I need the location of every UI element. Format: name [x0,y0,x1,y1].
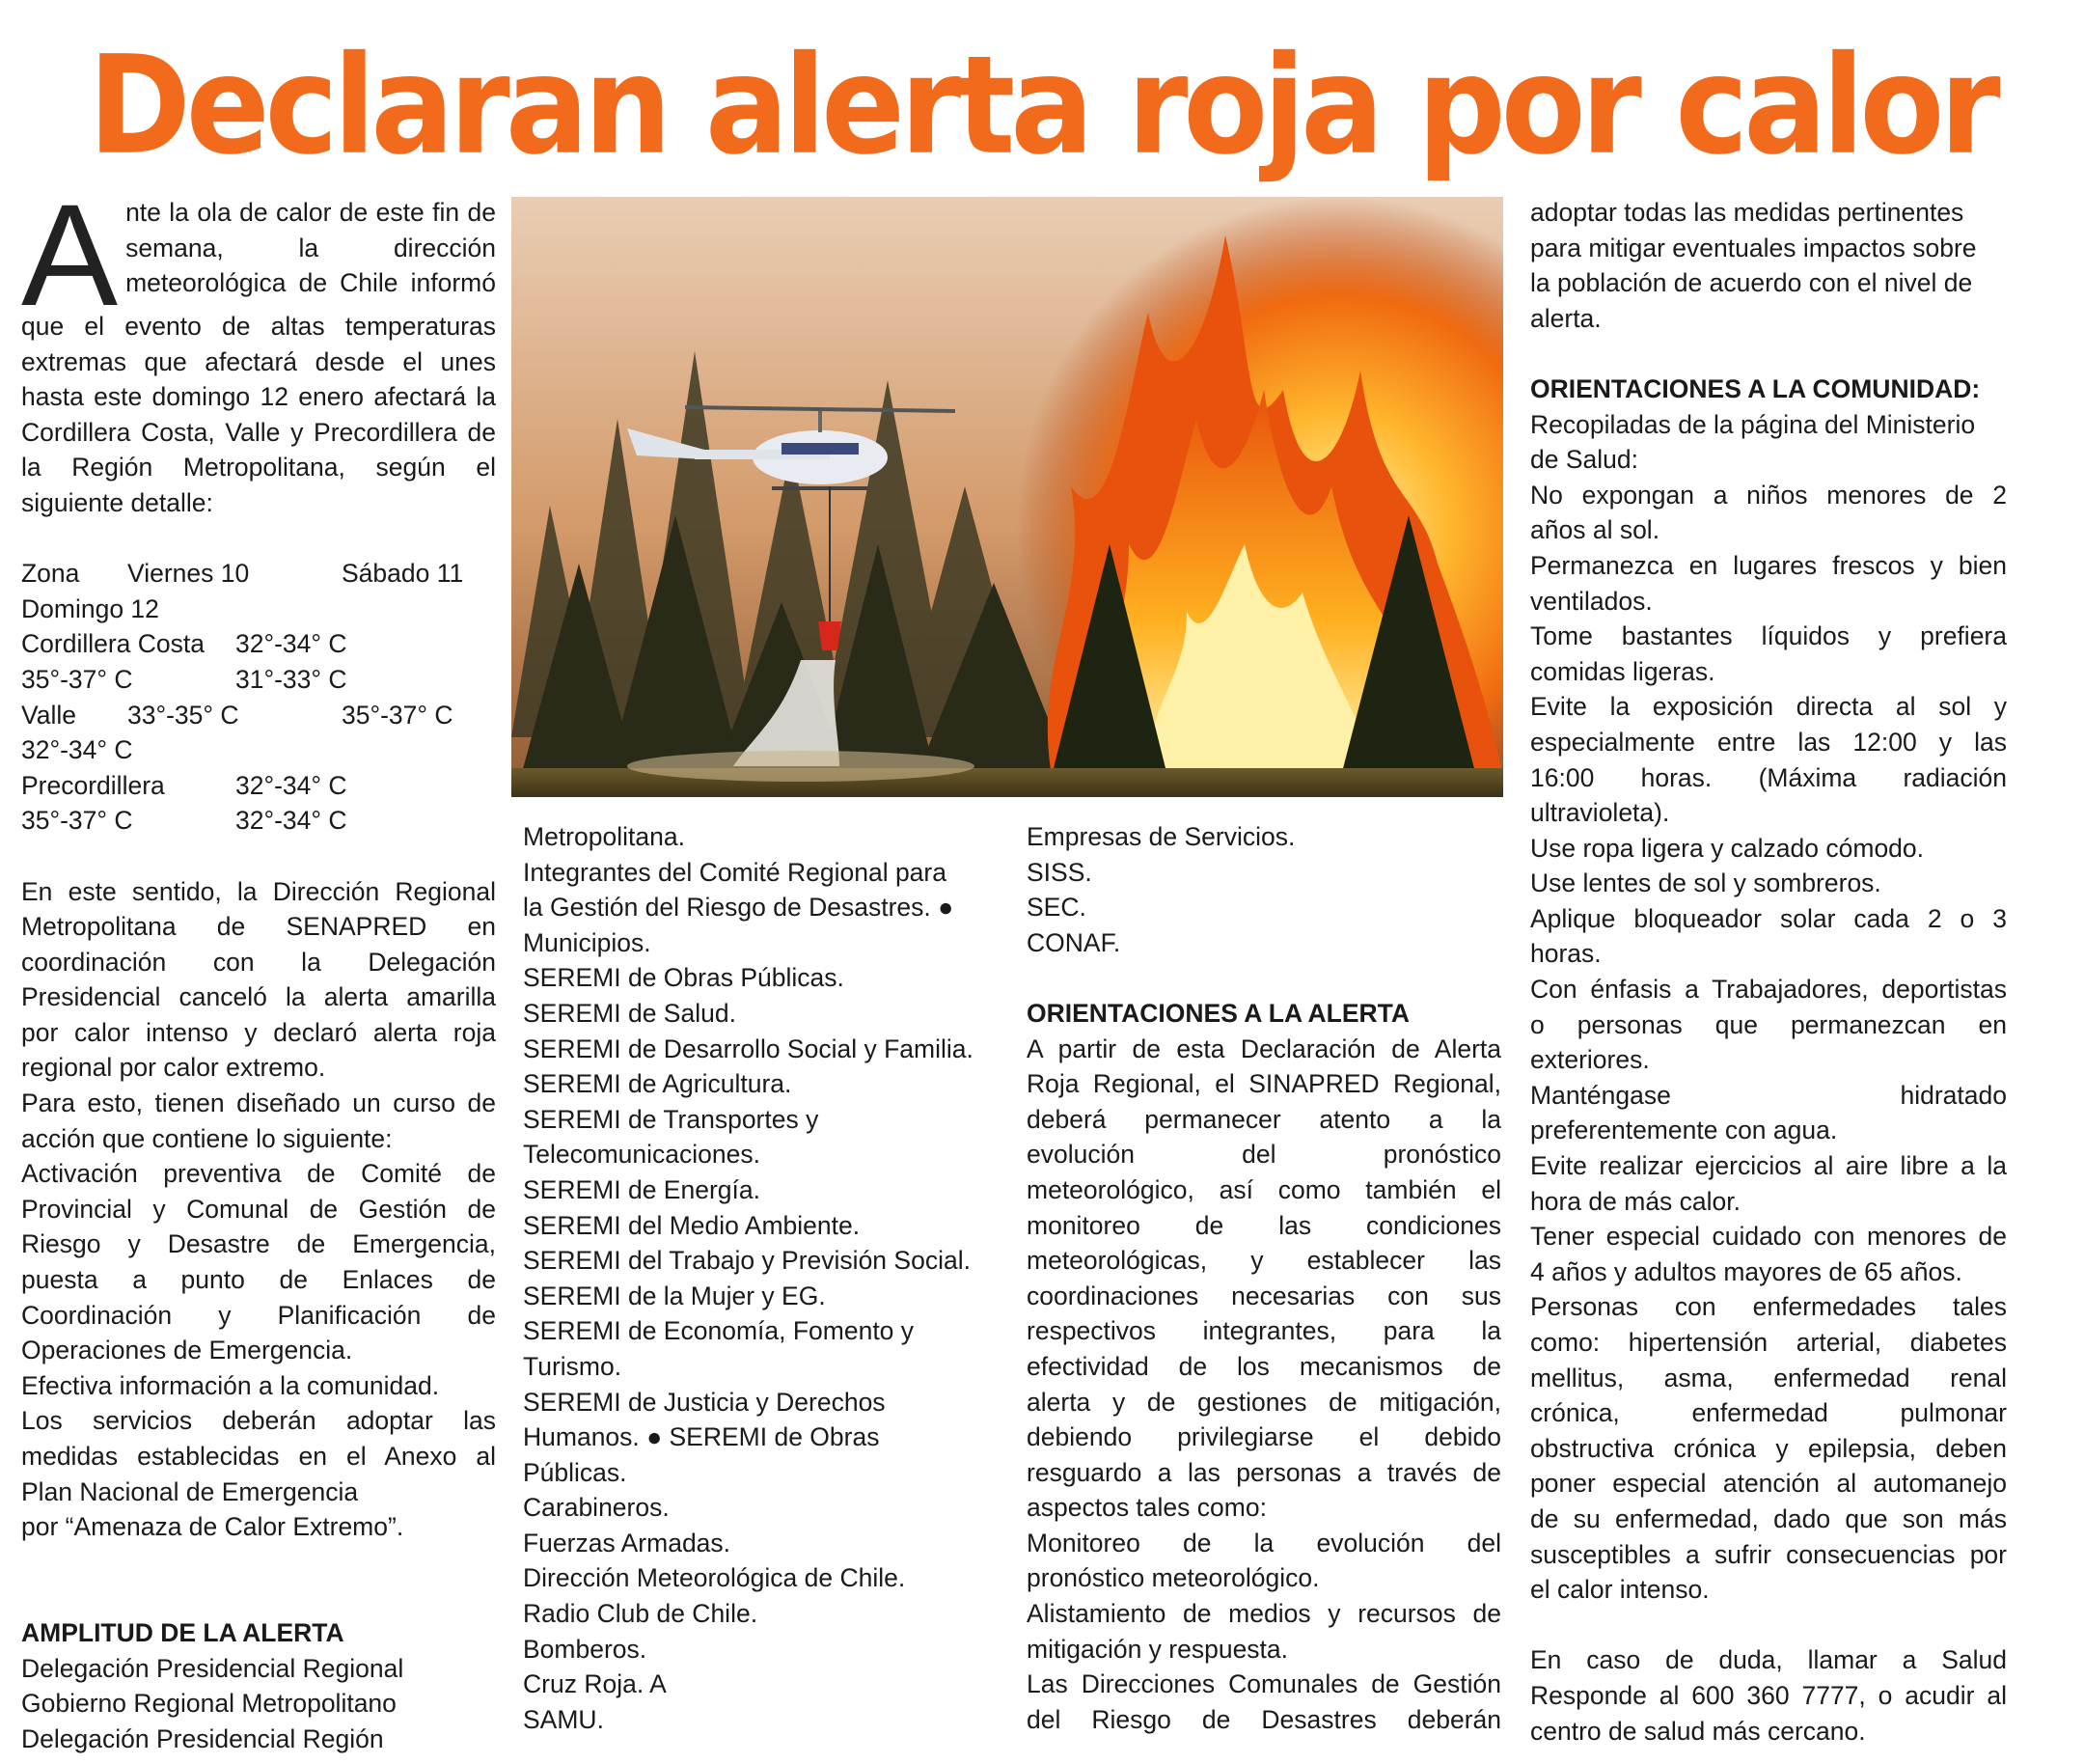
body-line: centro de salud más cercano. [1530,1716,1866,1746]
body-line: meteorológicas, y establecer las [1027,1246,1501,1276]
drop-cap: A [21,174,119,336]
body-line: mitigación y respuesta. [1027,1634,1289,1664]
body-line: medidas establecidas en el Anexo al [21,1442,496,1471]
body-line: Aplique bloqueador solar cada 2 o 3 [1530,903,2007,933]
body-line: coordinación con la Delegación [21,947,496,977]
body-line: regional por calor extremo. [21,1053,326,1083]
body-line: o personas que permanezcan en [1530,1009,2007,1039]
section-heading: AMPLITUD DE LA ALERTA [21,1617,344,1647]
body-line: preferentemente con agua. [1530,1116,1838,1145]
table-row: 35°-37° C 32°-34° C [21,806,347,836]
body-line: Roja Regional, el SINAPRED Regional, [1027,1069,1501,1099]
body-line: especialmente entre las 12:00 y las [1530,727,2007,757]
body-line: 16:00 horas. (Máxima radiación [1530,762,2007,792]
body-line: respectivos integrantes, para la [1027,1316,1501,1346]
body-line: Plan Nacional de Emergencia [21,1476,359,1506]
body-line: por “Amenaza de Calor Extremo”. [21,1512,404,1542]
body-line: Tome bastantes líquidos y prefiera [1530,621,2007,651]
body-line: A partir de esta Declaración de Alerta [1027,1034,1501,1063]
list-item: SEREMI de Justicia y Derechos [523,1387,886,1417]
list-item: Bomberos. [523,1634,647,1664]
intro-line: nte la ola de calor de este fin de [125,198,496,227]
intro-line: extremas que afectará desde el unes [21,346,496,376]
body-line: Las Direcciones Comunales de Gestión [1027,1669,1501,1699]
body-line: debiendo privilegiarse el debido [1027,1422,1501,1452]
list-item: SEREMI de la Mujer y EG. [523,1281,826,1310]
list-item: Cruz Roja. A [523,1669,667,1699]
body-line: ultravioleta). [1530,798,1670,828]
body-line: Personas con enfermedades tales [1530,1292,2007,1322]
table-row: 32°-34° C [21,735,133,765]
list-item: Metropolitana. [523,822,685,851]
body-line: para mitigar eventuales impactos sobre [1530,233,1977,262]
table-row: Precordillera 32°-34° C [21,770,347,800]
list-item: Turismo. [523,1351,622,1381]
body-line: del Riesgo de Desastres deberán [1027,1704,1501,1734]
list-item: la Gestión del Riesgo de Desastres. ● [523,893,954,923]
table-row: Zona Viernes 10 Sábado 11 [21,559,464,589]
list-item: SEREMI del Trabajo y Previsión Social. [523,1246,971,1276]
body-line: 4 años y adultos mayores de 65 años. [1530,1256,1962,1286]
list-item: SISS. [1027,857,1092,887]
body-line: crónica, enfermedad pulmonar [1530,1398,2007,1428]
list-item: SEREMI de Transportes y [523,1104,819,1134]
body-line: hora de más calor. [1530,1186,1741,1216]
list-item: SEREMI de Economía, Fomento y [523,1316,915,1346]
list-item: SEREMI de Obras Públicas. [523,963,844,993]
list-item: SAMU. [523,1704,604,1734]
list-item: SEREMI del Medio Ambiente. [523,1210,861,1240]
body-line: Permanezca en lugares frescos y bien [1530,550,2007,580]
body-line: Evite realizar ejercicios al aire libre a la [1530,1151,2007,1181]
intro-line: hasta este domingo 12 enero afectará la [21,382,496,412]
list-item: Integrantes del Comité Regional para [523,857,946,887]
body-line: el calor intenso. [1530,1575,1710,1605]
body-line: alerta. [1530,303,1602,333]
list-item: CONAF. [1027,927,1121,957]
body-line: Activación preventiva de Comité de [21,1159,496,1189]
table-row: Valle 33°-35° C 35°-37° C [21,700,453,730]
list-item: Radio Club de Chile. [523,1599,758,1629]
body-line: efectividad de los mecanismos de [1027,1351,1501,1381]
table-row: Domingo 12 [21,593,159,623]
list-item: Públicas. [523,1457,627,1487]
body-line: de Salud: [1530,445,1638,475]
body-line: susceptibles a sufrir consecuencias por [1530,1539,2007,1569]
body-line: Alistamiento de medios y recursos de [1027,1599,1501,1629]
body-line: de su enfermedad, dado que son más [1530,1503,2007,1533]
list-item: SEREMI de Agricultura. [523,1069,792,1099]
body-line: puesta a punto de Enlaces de [21,1265,496,1295]
body-line: ventilados. [1530,586,1653,616]
section-heading: ORIENTACIONES A LA ALERTA [1027,998,1410,1028]
intro-line: meteorológica de Chile informó [125,268,496,298]
body-line: Coordinación y Planificación de [21,1300,496,1330]
intro-line: siguiente detalle: [21,487,213,517]
wildfire-helicopter-photo [511,197,1503,797]
list-item: SEREMI de Energía. [523,1174,760,1204]
body-line: Con énfasis a Trabajadores, deportistas [1530,975,2007,1005]
body-line: Use ropa ligera y calzado cómodo. [1530,833,1925,863]
table-row: 35°-37° C 31°-33° C [21,664,347,694]
body-line: por calor intenso y declaró alerta roja [21,1017,496,1047]
body-line: En caso de duda, llamar a Salud [1530,1645,2007,1675]
body-line: Delegación Presidencial Regional [21,1653,404,1683]
column-3 [1027,819,1501,1737]
column-4 [1530,195,2007,1749]
body-line: No expongan a niños menores de 2 [1530,480,2007,510]
intro-line: Cordillera Costa, Valle y Precordillera de [21,417,496,447]
body-line: Provincial y Comunal de Gestión de [21,1194,496,1224]
body-line: Evite la exposición directa al sol y [1530,692,2007,722]
body-line: acción que contiene lo siguiente: [21,1123,393,1153]
body-line: En este sentido, la Dirección Regional [21,876,496,906]
body-line: Para esto, tienen diseñado un curso de [21,1089,496,1118]
body-line: poner especial atención al automanejo [1530,1469,2007,1499]
body-line: coordinaciones necesarias con sus [1027,1281,1501,1310]
body-line: Responde al 600 360 7777, o acudir al [1530,1680,2007,1710]
body-line: Delegación Presidencial Región [21,1723,384,1753]
body-line: Metropolitana de SENAPRED en [21,912,496,942]
body-line: deberá permanecer atento a la [1027,1104,1501,1134]
body-line: Monitoreo de la evolución del [1027,1528,1501,1557]
list-item: Humanos. ● SEREMI de Obras [523,1422,880,1452]
body-line: meteorológico, así como también el [1027,1174,1501,1204]
body-line: la población de acuerdo con el nivel de [1530,268,1973,298]
body-line: como: hipertensión arterial, diabetes [1530,1328,2007,1357]
list-item: Carabineros. [523,1493,670,1523]
list-item: Telecomunicaciones. [523,1140,760,1170]
body-line: monitoreo de las condiciones [1027,1210,1501,1240]
column-1 [21,174,496,1756]
list-item: Empresas de Servicios. [1027,822,1296,851]
list-item: Dirección Meteorológica de Chile. [523,1563,906,1593]
intro-line: la Región Metropolitana, según el [21,453,496,482]
body-line: Recopiladas de la página del Ministerio [1530,409,1976,439]
list-item: SEC. [1027,893,1086,923]
body-line: Tener especial cuidado con menores de [1530,1222,2007,1252]
body-line: resguardo a las personas a través de [1027,1457,1501,1487]
column-2 [523,819,1005,1737]
body-line: Manténgase hidratado [1530,1080,2007,1110]
intro-line: semana, la dirección [125,233,496,262]
body-line: Gobierno Regional Metropolitano [21,1689,397,1719]
body-line: años al sol. [1530,515,1660,545]
list-item: Municipios. [523,927,651,957]
body-line: pronóstico meteorológico. [1027,1563,1320,1593]
body-line: Efectiva información a la comunidad. [21,1370,440,1400]
section-heading: ORIENTACIONES A LA COMUNIDAD: [1530,373,1981,403]
body-line: evolución del pronóstico [1027,1140,1501,1170]
headline: Declaran alerta roja por calor [88,27,1996,185]
wildfire-photo-icon [511,197,1503,797]
intro-line: que el evento de altas temperaturas [21,312,496,341]
body-line: horas. [1530,939,1602,969]
body-line: exteriores. [1530,1045,1650,1075]
body-line: mellitus, asma, enfermedad renal [1530,1363,2007,1392]
body-line: Presidencial canceló la alerta amarilla [21,982,496,1012]
body-line: adoptar todas las medidas pertinentes [1530,198,1964,227]
body-line: obstructiva crónica y epilepsia, deben [1530,1433,2007,1463]
body-line: Use lentes de sol y sombreros. [1530,868,1881,898]
list-item: Fuerzas Armadas. [523,1528,731,1557]
body-line: alerta y de gestiones de mitigación, [1027,1387,1501,1417]
body-line: Los servicios deberán adoptar las [21,1406,496,1436]
list-item: SEREMI de Salud. [523,998,736,1028]
body-line: comidas ligeras. [1530,656,1715,686]
table-row: Cordillera Costa 32°-34° C [21,629,347,659]
body-line: Operaciones de Emergencia. [21,1336,353,1365]
body-line: Riesgo y Desastre de Emergencia, [21,1229,496,1259]
temperature-table [21,556,496,839]
list-item: SEREMI de Desarrollo Social y Familia. [523,1034,973,1063]
body-line: aspectos tales como: [1027,1493,1267,1523]
